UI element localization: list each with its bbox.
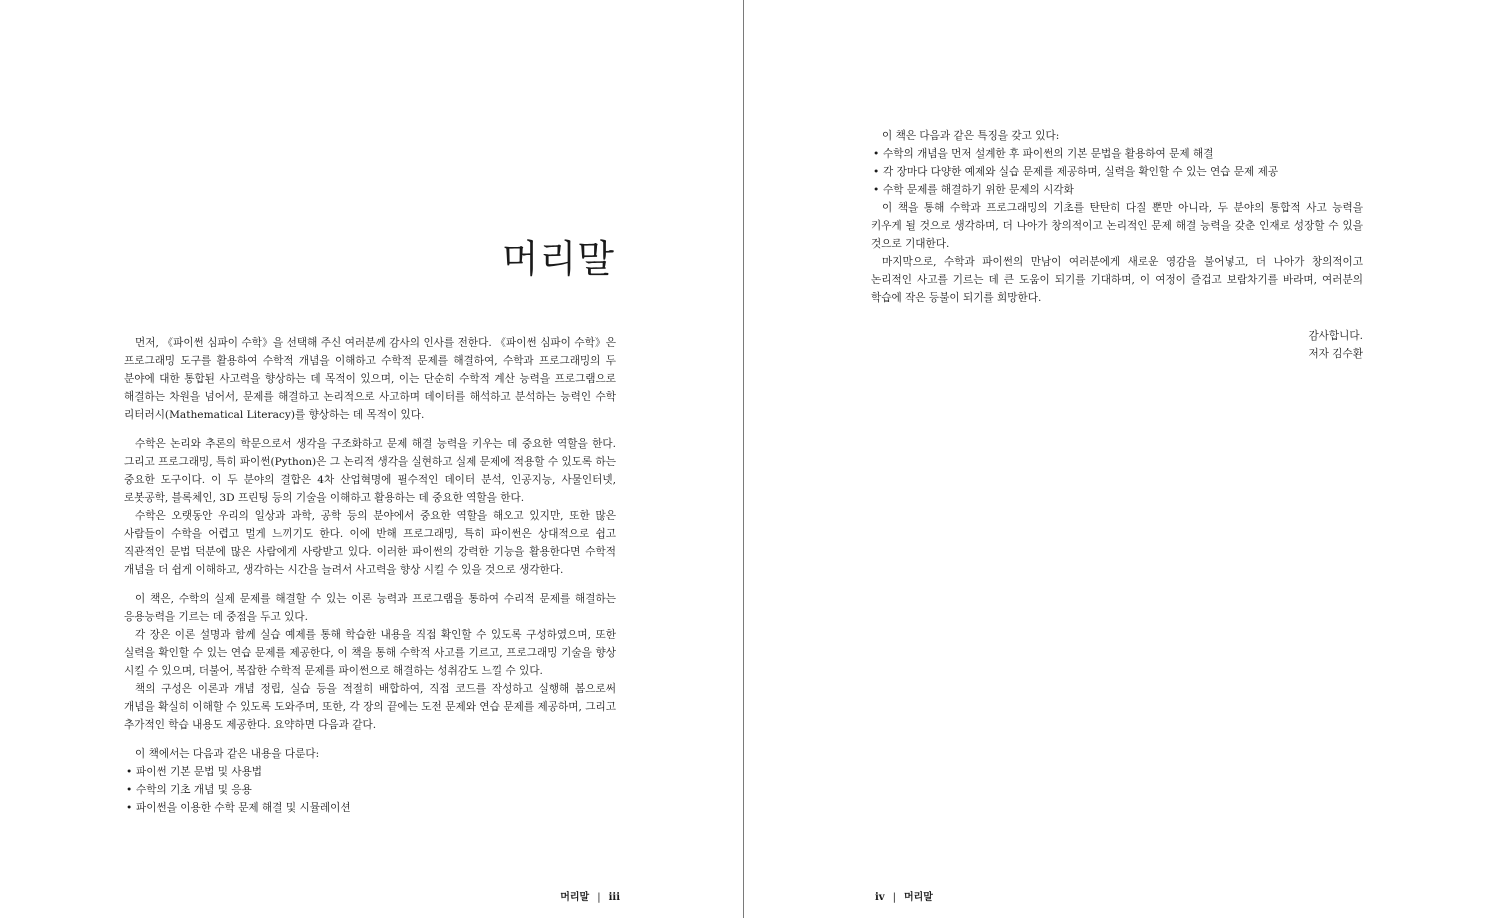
- right-body: [871, 127, 1363, 363]
- list-item: • 수학의 개념을 먼저 설계한 후 파이썬의 기본 문법을 활용하여 문제 해결: [871, 145, 1363, 163]
- paragraph: 책의 구성은 이론과 개념 정립, 실습 등을 적절히 배합하여, 직접 코드를 작성하고 실행해 봄으로써 개념을 확실히 이해할 수 있도록 도와주며, 또한, 각 장의 끝에는 도전 문제와 연습 문제를 제공하며, 그리고 추가적인 학습 내용도 제공한다. 요약하면 다음과 같다.: [124, 683, 616, 731]
- footer-title: 머리말: [903, 892, 933, 903]
- paragraph: 이 책을 통해 수학과 프로그래밍의 기초를 탄탄히 다질 뿐만 아니라, 두 분야의 통합적 사고 능력을 키우게 될 것으로 생각하며, 더 나아가 창의적이고 논리적인 문제 해결 능력을 갖춘 인재로 성장할 수 있을 것으로 기대한다.: [871, 202, 1363, 250]
- page-footer: [560, 888, 620, 903]
- list-item: • 수학 문제를 해결하기 위한 문제의 시각화: [871, 181, 1363, 199]
- paragraph: 수학은 오랫동안 우리의 일상과 과학, 공학 등의 분야에서 중요한 역할을 해오고 있지만, 또한 많은 사람들이 수학을 어렵고 멀게 느끼기도 한다. 이에 반해 프로그래밍, 특히 파이썬은 상대적으로 쉽고 직관적인 문법 덕분에 많은 사람에게 사랑받고 있다. 이러한 파이썬의 강력한 기능을 활용한다면 수학적 개념을 더 쉽게 이해하고, 생각하는 시간을 늘려서 사고력을 향상 시킬 수 있을 것으로 생각한다.: [124, 510, 616, 576]
- list-item: • 각 장마다 다양한 예제와 실습 문제를 제공하며, 실력을 확인할 수 있는 연습 문제 제공: [871, 163, 1363, 181]
- closing-thanks: 감사합니다.: [1308, 330, 1363, 342]
- paragraph: 이 책은 다음과 같은 특징을 갖고 있다:: [882, 130, 1060, 142]
- list-item: • 파이썬 기본 문법 및 사용법: [124, 763, 616, 781]
- footer-title: 머리말: [560, 892, 590, 903]
- page-divider: [743, 0, 744, 918]
- page-number: iii: [608, 892, 620, 903]
- closing-signature: [871, 327, 1363, 363]
- list-item: • 수학의 기초 개념 및 응용: [124, 781, 616, 799]
- chapter-title: 머리말: [501, 237, 615, 281]
- paragraph: 마지막으로, 수학과 파이썬의 만남이 여러분에게 새로운 영감을 불어넣고, 더 나아가 창의적이고 논리적인 사고를 기르는 데 큰 도움이 되기를 기대하며, 이 여정이 즐겁고 보람차기를 바라며, 여러분의 학습에 작은 등불이 되기를 희망한다.: [871, 256, 1363, 304]
- page-number: iv: [875, 892, 885, 903]
- left-body: [124, 334, 616, 817]
- paragraph: 각 장은 이론 설명과 함께 실습 예제를 통해 학습한 내용을 직접 확인할 수 있도록 구성하였으며, 또한 실력을 확인할 수 있는 연습 문제를 제공한다, 이 책을 통해 수학적 사고를 기르고, 프로그래밍 기술을 향상 시킬 수 있으며, 더불어, 복잡한 수학적 문제를 파이썬으로 해결하는 성취감도 느낄 수 있다.: [124, 629, 616, 677]
- paragraph: 수학은 논리와 추론의 학문으로서 생각을 구조화하고 문제 해결 능력을 키우는 데 중요한 역할을 한다. 그리고 프로그래밍, 특히 파이썬(Python)은 그 논리적 생각을 실현하고 실제 문제에 적용할 수 있도록 하는 중요한 도구이다. 이 두 분야의 결합은 4차 산업혁명에 필수적인 데이터 분석, 인공지능, 사물인터넷, 로봇공학, 블록체인, 3D 프린팅 등의 기술을 이해하고 활용하는 데 중요한 역할을 한다.: [124, 438, 616, 504]
- left-page: [0, 0, 744, 918]
- paragraph: 이 책은, 수학의 실제 문제를 해결할 수 있는 이론 능력과 프로그램을 통하여 수리적 문제를 해결하는 응용능력을 기르는 데 중점을 두고 있다.: [124, 593, 616, 623]
- content-list: [124, 763, 616, 817]
- paragraph: 먼저, 《파이썬 심파이 수학》을 선택해 주신 여러분께 감사의 인사를 전한다. 《파이썬 심파이 수학》은 프로그래밍 도구를 활용하여 수학적 개념을 이해하고 수학적 문제를 해결하여, 수학과 프로그래밍의 두 분야에 대한 통합된 사고력을 향상하는 데 목적이 있으며, 이는 단순히 수학적 계산 능력을 프로그램으로 해결하는 차원을 넘어서, 문제를 해결하고 논리적으로 사고하며 데이터를 해석하고 분석하는 능력인 수학 리터러시(Mathematical Literacy)를 향상하는 데 목적이 있다.: [124, 337, 616, 421]
- footer-separator: |: [597, 892, 601, 903]
- list-item: • 파이썬을 이용한 수학 문제 해결 및 시뮬레이션: [124, 799, 616, 817]
- right-page: [745, 0, 1489, 918]
- feature-list: [871, 145, 1363, 199]
- page-footer: [875, 888, 933, 903]
- footer-separator: |: [892, 892, 896, 903]
- author-signature: 저자 김수환: [1308, 348, 1363, 360]
- paragraph: 이 책에서는 다음과 같은 내용을 다룬다:: [135, 748, 320, 760]
